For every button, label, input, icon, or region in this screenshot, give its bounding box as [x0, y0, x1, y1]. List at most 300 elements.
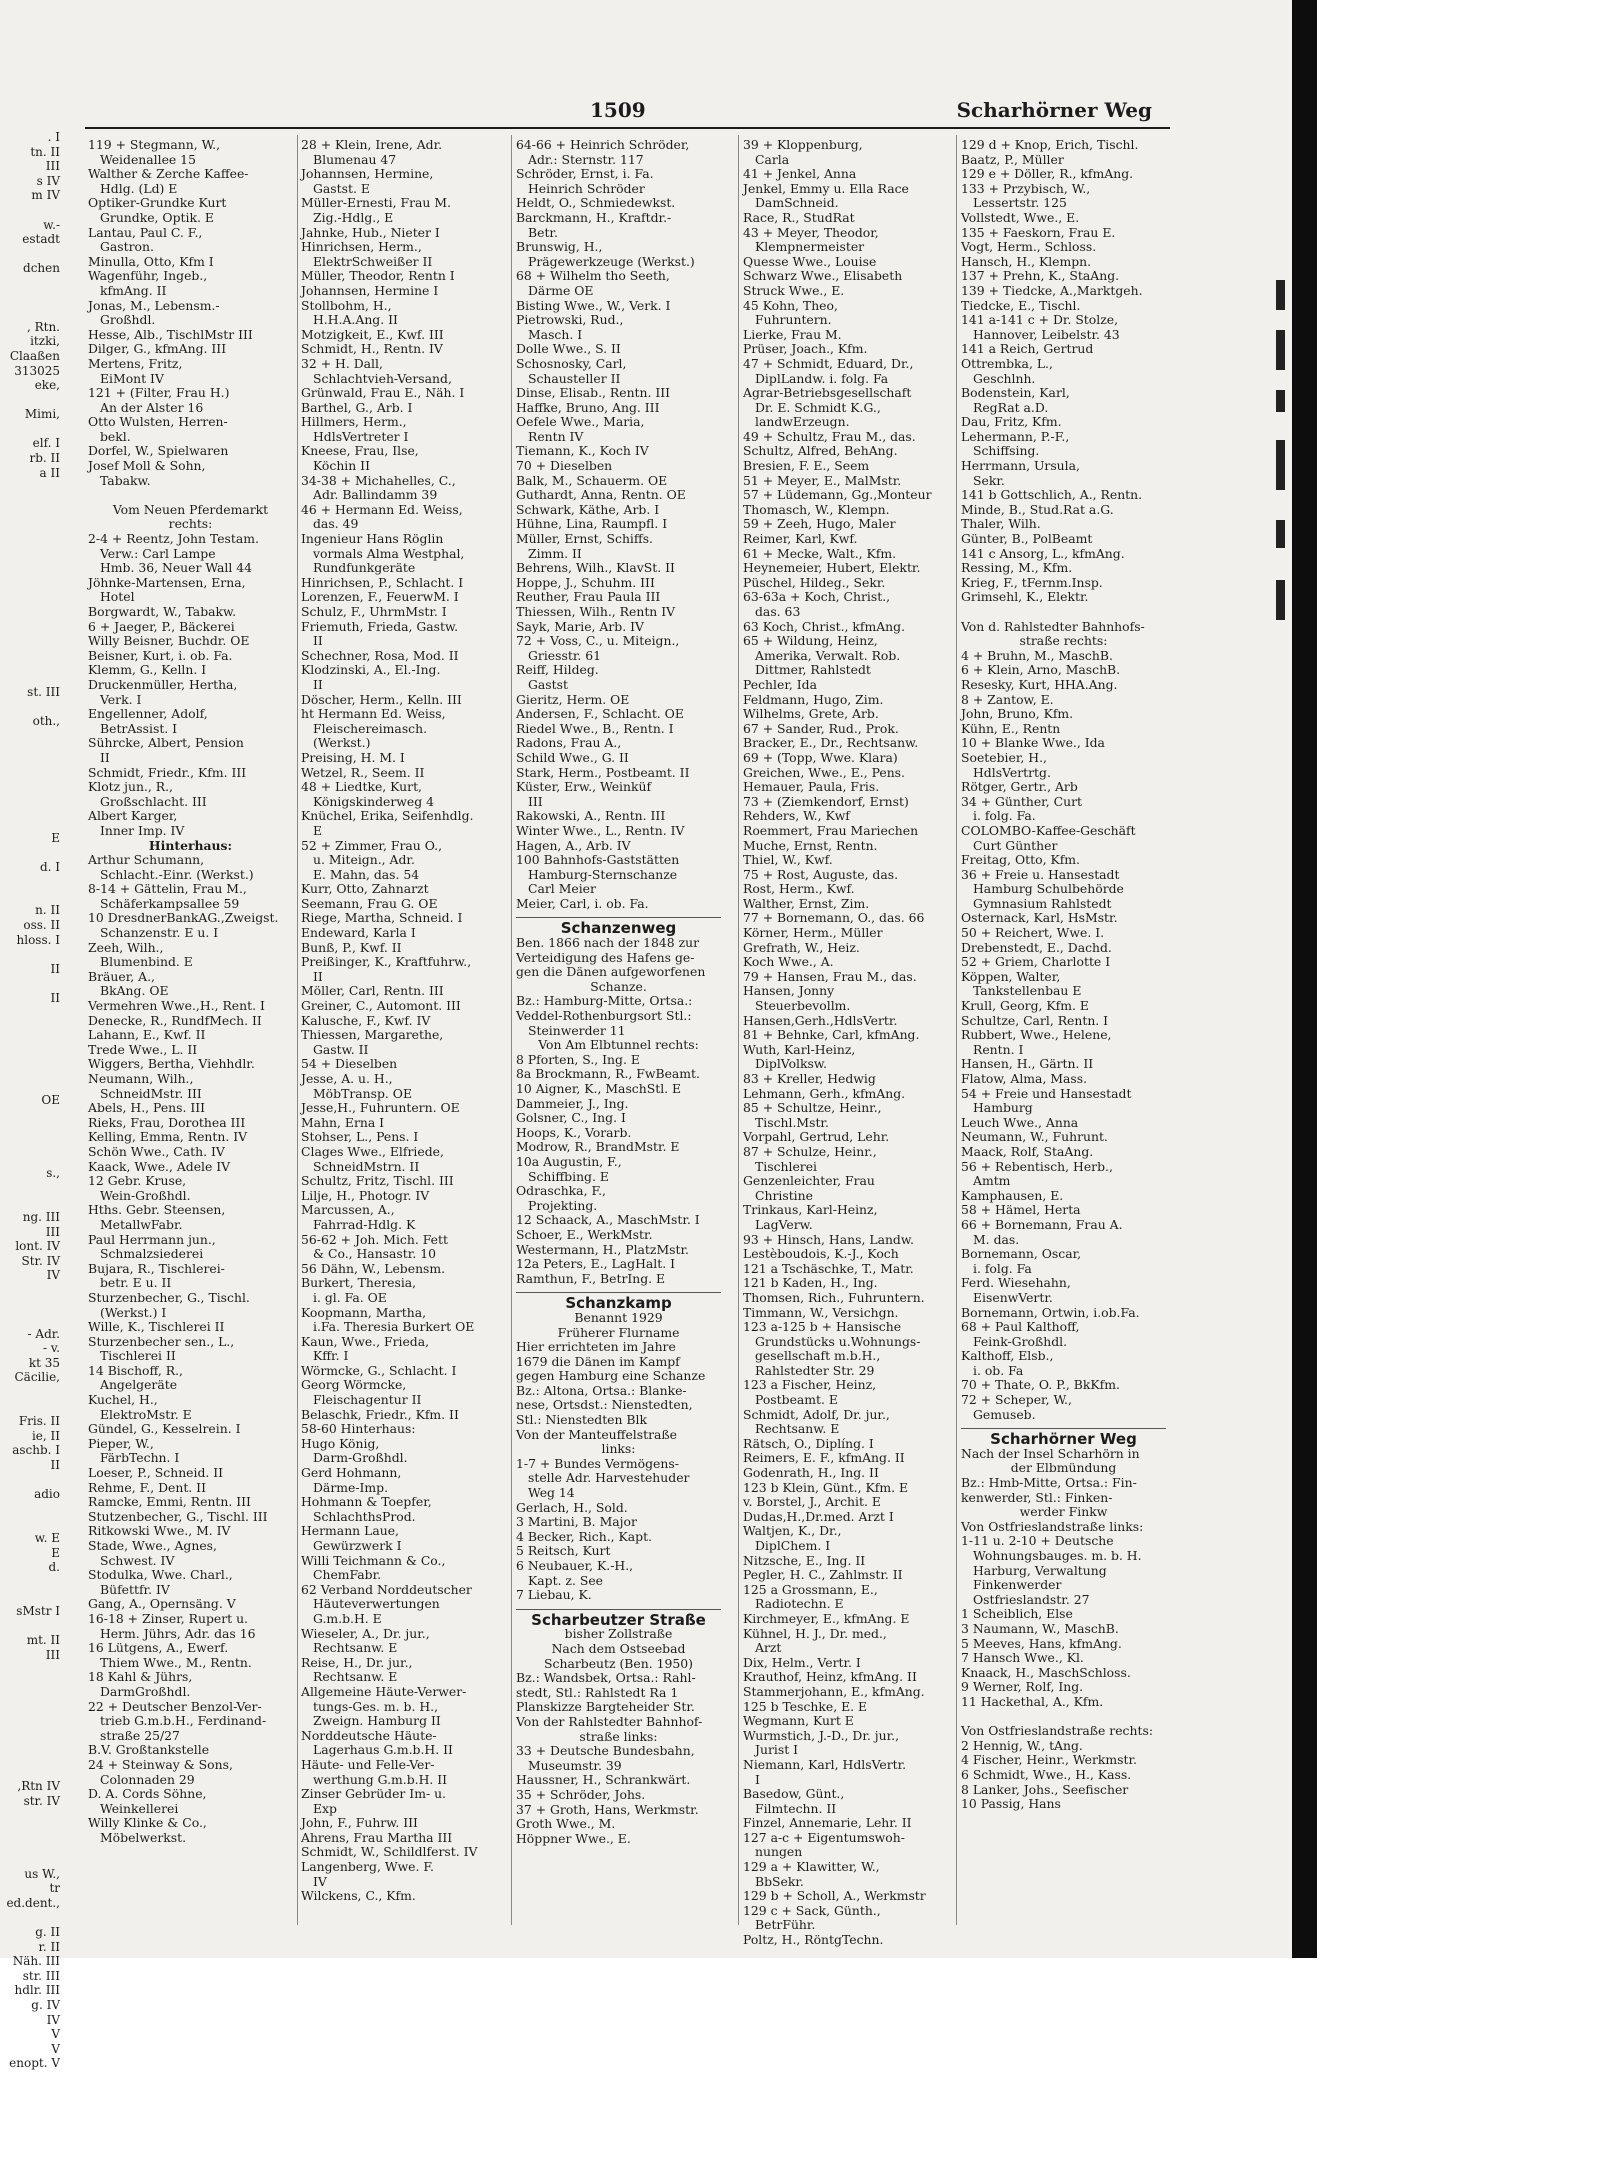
directory-entry: 48 + Liedtke, Kurt,: [301, 779, 422, 795]
directory-entry: 123 a Fischer, Heinz,: [743, 1377, 877, 1393]
directory-entry: Lilje, H., Photogr. IV: [301, 1187, 430, 1203]
directory-entry: Minulla, Otto, Kfm I: [88, 253, 214, 269]
directory-entry: Dilger, G., kfmAng. III: [88, 341, 227, 357]
directory-entry: Hier errichteten im Jahre: [516, 1339, 676, 1355]
directory-entry: 129 b + Scholl, A., Werkmstr: [743, 1888, 926, 1904]
directory-entry: 56 Dähn, W., Lebensm.: [301, 1260, 446, 1276]
directory-entry: 10a Augustin, F.,: [516, 1153, 622, 1169]
gutter-line: [0, 845, 62, 860]
directory-entry: Radiotechn. E: [755, 1596, 844, 1612]
gutter-line: [0, 1152, 62, 1167]
directory-entry: Engellenner, Adolf,: [88, 706, 208, 722]
gutter-line: [0, 947, 62, 962]
directory-entry: Greichen, Wwe., E., Pens.: [743, 764, 905, 780]
directory-entry: Ramcke, Emmi, Rentn. III: [88, 1494, 251, 1510]
directory-entry: Klotz jun., R.,: [88, 779, 173, 795]
directory-entry: 3 Martini, B. Major: [516, 1514, 637, 1530]
directory-entry: 141 c Ansorg, L., kfmAng.: [961, 545, 1125, 561]
directory-entry: D. A. Cords Söhne,: [88, 1786, 207, 1802]
street-note: Scharbeutz (Ben. 1950): [544, 1655, 693, 1671]
directory-entry: 141 a Reich, Gertrud: [961, 341, 1094, 357]
directory-entry: IV: [313, 1873, 327, 1889]
directory-entry: Dix, Helm., Vertr. I: [743, 1654, 861, 1670]
directory-entry: Weg 14: [528, 1485, 575, 1501]
directory-entry: 129 d + Knop, Erich, Tischl.: [961, 137, 1139, 152]
directory-entry: Feink-Großhdl.: [973, 1333, 1068, 1349]
directory-entry: [961, 1710, 1166, 1725]
directory-entry: Hagen, A., Arb. IV: [516, 837, 631, 853]
directory-entry: 67 + Sander, Rud., Prok.: [743, 720, 899, 736]
gutter-line: oss. II: [23, 918, 60, 933]
directory-entry: Jonas, M., Lebensm.-: [88, 297, 220, 313]
gutter-line: elf. I: [32, 436, 60, 451]
column-divider: [738, 135, 739, 1925]
directory-entry: Bräuer, A.,: [88, 968, 155, 984]
directory-entry: Schäferkampsallee 59: [100, 895, 240, 911]
gutter-line: [0, 495, 62, 510]
directory-entry: COLOMBO-Kaffee-Geschäft: [961, 822, 1136, 838]
gutter-line: [0, 1692, 62, 1707]
directory-entry: Neumann, Wilh.,: [88, 1071, 194, 1086]
directory-entry: 100 Bahnhofs-Gaststätten: [516, 852, 680, 868]
directory-entry: 121 a Tschäschke, T., Matr.: [743, 1260, 914, 1276]
directory-entry: Reiff, Hildeg.: [516, 662, 599, 678]
street-note: Von Am Elbtunnel rechts:: [538, 1037, 699, 1053]
directory-entry: Rieks, Frau, Dorothea III: [88, 1114, 246, 1130]
directory-entry: 54 + Dieselben: [301, 1056, 398, 1072]
gutter-line: [0, 1677, 62, 1692]
directory-entry: EisenwVertr.: [973, 1289, 1053, 1305]
gutter-line: str. IV: [23, 1793, 60, 1808]
directory-entry: 39 + Kloppenburg,: [743, 137, 863, 152]
gutter-line: Fris. II: [18, 1414, 60, 1429]
directory-entry: 45 Kohn, Theo,: [743, 297, 838, 313]
directory-entry: Stammerjohann, E., kfmAng.: [743, 1683, 925, 1699]
directory-entry: Odraschka, F.,: [516, 1183, 606, 1199]
directory-entry: SchlachthsProd.: [313, 1508, 416, 1524]
directory-entry: 2-4 + Reentz, John Testam.: [88, 531, 259, 547]
directory-entry: Andersen, F., Schlacht. OE: [516, 706, 684, 722]
directory-entry: 46 + Hermann Ed. Weiss,: [301, 501, 463, 517]
gutter-line: [0, 1473, 62, 1488]
directory-entry: 52 + Griem, Charlotte I: [961, 954, 1111, 970]
directory-entry: Jahnke, Hub., Nieter I: [301, 224, 440, 240]
gutter-line: [0, 568, 62, 583]
directory-entry: 137 + Prehn, K., StaAng.: [961, 268, 1120, 284]
directory-entry: HdlsVertrtg.: [973, 764, 1051, 780]
directory-entry: 83 + Kreller, Hedwig: [743, 1071, 876, 1086]
directory-entry: Schausteller II: [528, 370, 621, 386]
directory-entry: Jenkel, Emmy u. Ella Race: [743, 180, 909, 196]
directory-entry: Dammeier, J., Ing.: [516, 1095, 629, 1111]
directory-entry: II: [313, 633, 323, 649]
gutter-line: us W.,: [24, 1866, 60, 1881]
gutter-line: kt 35: [28, 1355, 60, 1370]
gutter-line: d. I: [39, 859, 60, 874]
directory-entry: Grundstücks u.Wohnungs-: [755, 1333, 921, 1349]
directory-entry: 57 + Lüdemann, Gg.,Monteur: [743, 487, 932, 503]
directory-entry: Gewürzwerk I: [313, 1538, 402, 1553]
column-1: [88, 138, 293, 1928]
directory-entry: Finzel, Annemarie, Lehr. II: [743, 1815, 912, 1831]
directory-entry: Schiffsing.: [973, 443, 1040, 459]
gutter-line: [0, 539, 62, 554]
directory-entry: Waltjen, K., Dr.,: [743, 1523, 842, 1539]
street-note: Schanze.: [590, 978, 647, 994]
gutter-line: ie, II: [31, 1428, 60, 1443]
directory-entry: Müller-Ernesti, Frau M.: [301, 195, 451, 211]
directory-entry: Rost, Herm., Kwf.: [743, 881, 855, 897]
directory-entry: DiplVolksw.: [755, 1056, 827, 1072]
directory-entry: Lantau, Paul C. F.,: [88, 224, 203, 240]
directory-entry: Willi Teichmann & Co.,: [301, 1552, 446, 1568]
directory-entry: HdlsVertreter I: [313, 428, 409, 444]
gutter-line: [0, 874, 62, 889]
directory-entry: Lagerhaus G.m.b.H. II: [313, 1742, 453, 1758]
directory-entry: Ostfrieslandstr. 27: [973, 1591, 1090, 1607]
directory-entry: BetrFühr.: [755, 1917, 816, 1933]
street-section-heading: Scharbeutzer Straße: [516, 1609, 721, 1628]
directory-entry: ElektroMstr. E: [100, 1406, 192, 1422]
directory-entry: Hinrichsen, P., Schlacht. I: [301, 574, 464, 590]
directory-entry: Stodulka, Wwe. Charl.,: [88, 1567, 233, 1583]
directory-entry: Trede Wwe., L. II: [88, 1041, 198, 1057]
directory-entry: Veddel-Rothenburgsort Stl.:: [516, 1008, 692, 1024]
directory-entry: 56-62 + Joh. Mich. Fett: [301, 1231, 448, 1247]
directory-entry: Rubbert, Wwe., Helene,: [961, 1027, 1112, 1043]
directory-entry: Modrow, R., BrandMstr. E: [516, 1139, 680, 1155]
directory-entry: 133 + Przybisch, W.,: [961, 180, 1091, 196]
gutter-line: [0, 509, 62, 524]
directory-entry: Belaschk, Friedr., Kfm. II: [301, 1406, 459, 1422]
directory-entry: u. Miteign., Adr.: [313, 852, 415, 868]
gutter-line: ,Rtn IV: [17, 1779, 60, 1794]
directory-entry: Schechner, Rosa, Mod. II: [301, 647, 459, 663]
directory-entry: 16 Lütgens, A., Ewerf.: [88, 1640, 229, 1656]
directory-entry: Thiem Wwe., M., Rentn.: [100, 1654, 252, 1670]
directory-entry: Reise, H., Dr. jur.,: [301, 1654, 413, 1670]
directory-entry: 141 b Gottschlich, A., Rentn.: [961, 487, 1143, 503]
gutter-line: E: [51, 1545, 60, 1560]
gutter-line: [0, 1108, 62, 1123]
directory-entry: 93 + Hinsch, Hans, Landw.: [743, 1231, 914, 1247]
directory-entry: Neumann, W., Fuhrunt.: [961, 1129, 1108, 1145]
directory-entry: 12 Schaack, A., MaschMstr. I: [516, 1212, 700, 1228]
directory-entry: Müller, Theodor, Rentn I: [301, 268, 455, 284]
directory-entry: 24 + Steinway & Sons,: [88, 1756, 233, 1772]
directory-entry: Thiessen, Margarethe,: [301, 1027, 444, 1043]
directory-entry: Kühnel, H. J., Dr. med.,: [743, 1625, 887, 1641]
directory-entry: 121 + (Filter, Frau H.): [88, 385, 230, 401]
directory-entry: Von der Rahlstedter Bahnhof-: [516, 1713, 703, 1729]
directory-entry: 79 + Hansen, Frau M., das.: [743, 968, 917, 984]
directory-entry: Hugo König,: [301, 1435, 380, 1451]
gutter-line: [0, 1122, 62, 1137]
directory-entry: Klempnermeister: [755, 239, 865, 255]
directory-entry: 59 + Zeeh, Hugo, Maler: [743, 516, 896, 532]
directory-entry: 47 + Schmidt, Eduard, Dr.,: [743, 355, 914, 371]
directory-entry: Hohmann & Toepfer,: [301, 1494, 432, 1510]
directory-entry: Koch Wwe., A.: [743, 954, 834, 970]
directory-entry: Stollbohm, H.,: [301, 297, 392, 313]
directory-entry: Filmtechn. II: [755, 1800, 837, 1816]
directory-entry: 8-14 + Gättelin, Frau M.,: [88, 881, 247, 897]
directory-entry: Bornemann, Oscar,: [961, 1246, 1082, 1262]
gutter-line: [0, 801, 62, 816]
directory-entry: 121 b Kaden, H., Ing.: [743, 1275, 878, 1291]
directory-entry: MetallwFabr.: [100, 1216, 183, 1232]
directory-entry: stedt, Stl.: Rahlstedt Ra 1: [516, 1684, 679, 1700]
directory-entry: Muche, Ernst, Rentn.: [743, 837, 878, 853]
directory-entry: Ramthun, F., BetrIng. E: [516, 1270, 666, 1286]
directory-entry: Optiker-Grundke Kurt: [88, 195, 227, 211]
directory-entry: Schmidt, Adolf, Dr. jur.,: [743, 1406, 890, 1422]
directory-entry: Grefrath, W., Heiz.: [743, 939, 860, 955]
gutter-line: g. II: [35, 1925, 60, 1940]
directory-entry: Lehermann, P.-F.,: [961, 428, 1070, 444]
directory-entry: Meier, Carl, i. ob. Fa.: [516, 895, 649, 911]
directory-entry: 7 Hansch Wwe., Kl.: [961, 1650, 1084, 1666]
directory-entry: 127 a-c + Eigentumswoh-: [743, 1829, 905, 1845]
directory-entry: Bz.: Hmb-Mitte, Ortsa.: Fin-: [961, 1475, 1137, 1491]
directory-entry: v. Borstel, J., Archit. E: [743, 1494, 881, 1510]
directory-entry: Drebenstedt, E., Dachd.: [961, 939, 1112, 955]
gutter-line: [0, 1589, 62, 1604]
directory-entry: Zinser Gebrüder Im- u.: [301, 1786, 446, 1802]
directory-entry: 69 + (Topp, Wwe. Klara): [743, 749, 898, 765]
directory-entry: Oefele Wwe., Maria,: [516, 414, 645, 430]
directory-entry: Freitag, Otto, Kfm.: [961, 852, 1080, 868]
directory-entry: (Werkst.) I: [100, 1304, 167, 1320]
gutter-line: III: [45, 1647, 60, 1662]
directory-entry: Kamphausen, E.: [961, 1187, 1064, 1203]
directory-entry: Schröder, Ernst, i. Fa.: [516, 166, 654, 182]
directory-entry: Golsner, C., Ing. I: [516, 1110, 626, 1126]
directory-entry: Steuerbevollm.: [755, 998, 851, 1014]
directory-entry: stelle Adr. Harvestehuder: [528, 1470, 690, 1486]
directory-entry: 68 + Wilhelm tho Seeth,: [516, 268, 670, 284]
gutter-line: [0, 1910, 62, 1925]
directory-entry: Thiessen, Wilh., Rentn IV: [516, 604, 676, 619]
directory-entry: Betr.: [528, 224, 558, 240]
directory-entry: 10 DresdnerBankAG.,Zweigst.: [88, 910, 279, 926]
directory-entry: Adr.: Sternstr. 117: [528, 151, 644, 167]
directory-entry: Döscher, Herm., Kelln. III: [301, 691, 462, 707]
directory-entry: 1679 die Dänen im Kampf: [516, 1353, 680, 1369]
gutter-line: m IV: [31, 188, 60, 203]
directory-entry: Ben. 1866 nach der 1848 zur: [516, 935, 700, 951]
directory-entry: 10 Passig, Hans: [961, 1796, 1061, 1812]
gutter-line: III: [45, 159, 60, 174]
directory-entry: Vollstedt, Wwe., E.: [961, 209, 1080, 225]
directory-entry: Schmalzsiederei: [100, 1246, 204, 1262]
directory-entry: Blumenau 47: [313, 151, 397, 167]
directory-entry: Hinrichsen, Herm.,: [301, 239, 422, 255]
gutter-line: [0, 641, 62, 656]
directory-entry: Grünwald, Frau E., Näh. I: [301, 385, 465, 401]
directory-entry: Bz.: Altona, Ortsa.: Blanke-: [516, 1382, 687, 1398]
directory-entry: Clages Wwe., Elfriede,: [301, 1143, 444, 1159]
directory-entry: ht Hermann Ed. Weiss,: [301, 706, 446, 722]
gutter-line: r. II: [38, 1939, 60, 1954]
directory-entry: Koopmann, Martha,: [301, 1304, 427, 1320]
directory-entry: Stade, Wwe., Agnes,: [88, 1538, 217, 1553]
directory-entry: Wurmstich, J.-D., Dr. jur.,: [743, 1727, 900, 1743]
directory-entry: Fleischereimasch.: [313, 720, 428, 736]
column-divider: [956, 135, 957, 1925]
directory-entry: Schild Wwe., G. II: [516, 749, 629, 765]
directory-entry: Amtm: [973, 1173, 1011, 1189]
directory-entry: H.H.A.Ang. II: [313, 312, 398, 328]
directory-entry: Ingenieur Hans Röglin: [301, 531, 444, 547]
gutter-line: [0, 1006, 62, 1021]
directory-entry: Wegmann, Kurt E: [743, 1713, 854, 1729]
directory-entry: Grimsehl, K., Elektr.: [961, 589, 1089, 605]
directory-entry: Wilckens, C., Kfm.: [301, 1888, 416, 1904]
gutter-line: IV: [46, 2012, 60, 2027]
directory-entry: 18 Kahl & Jührs,: [88, 1669, 193, 1685]
gutter-line: estadt: [22, 232, 60, 247]
directory-entry: Knüchel, Erika, Seifenhdlg.: [301, 808, 474, 824]
directory-entry: Krieg, F., tFernm.Insp.: [961, 574, 1103, 590]
gutter-line: [0, 612, 62, 627]
directory-entry: Carla: [755, 151, 790, 167]
directory-entry: Dolle Wwe., S. II: [516, 341, 621, 357]
gutter-line: w.-: [43, 217, 60, 232]
directory-entry: Sührcke, Albert, Pension: [88, 735, 244, 751]
directory-entry: Albert Karger,: [88, 808, 178, 824]
directory-entry: Pietrowski, Rud.,: [516, 312, 624, 328]
directory-entry: 56 + Rebentisch, Herb.,: [961, 1158, 1113, 1174]
gutter-line: [0, 247, 62, 262]
directory-entry: Maack, Rolf, StaAng.: [961, 1143, 1094, 1159]
directory-entry: Verw.: Carl Lampe: [100, 545, 216, 561]
directory-entry: 12a Peters, E., LagHalt. I: [516, 1256, 675, 1272]
directory-entry: E: [313, 822, 323, 838]
directory-entry: 87 + Schulze, Heinr.,: [743, 1143, 877, 1159]
directory-entry: Kuchel, H.,: [88, 1392, 158, 1408]
directory-entry: Amerika, Verwalt. Rob.: [755, 647, 901, 663]
directory-entry: Dudas,H.,Dr.med. Arzt I: [743, 1508, 894, 1524]
directory-entry: Hesse, Alb., TischlMstr III: [88, 326, 253, 342]
directory-entry: Gerlach, H., Sold.: [516, 1499, 628, 1515]
directory-entry: Rentn IV: [528, 428, 584, 444]
running-header-street: Scharhörner Weg: [956, 98, 1152, 122]
directory-entry: Püschel, Hildeg., Sekr.: [743, 574, 886, 590]
directory-entry: Dittmer, Rahlstedt: [755, 662, 871, 678]
directory-entry: Darm-Großhdl.: [313, 1450, 408, 1466]
directory-entry: 129 a + Klawitter, W.,: [743, 1859, 880, 1875]
gutter-line: [0, 305, 62, 320]
gutter-line: w. E: [34, 1531, 60, 1545]
directory-entry: 49 + Schultz, Frau M., das.: [743, 428, 916, 444]
directory-entry: DamSchneid.: [755, 195, 839, 211]
directory-entry: Georg Wörmcke,: [301, 1377, 407, 1393]
directory-entry: Stl.: Nienstedten Blk: [516, 1412, 648, 1428]
gutter-line: tn. II: [30, 144, 60, 159]
directory-entry: Nach der Insel Scharhörn in: [961, 1445, 1140, 1461]
gutter-line: II: [50, 991, 60, 1006]
directory-entry: Verteidigung des Hafens ge-: [516, 949, 695, 965]
directory-entry: 8 Lanker, Johs., Seefischer: [961, 1781, 1129, 1797]
directory-entry: Jesse, A. u. H.,: [301, 1071, 393, 1086]
directory-entry: Körner, Herm., Müller: [743, 925, 883, 941]
directory-entry: Allgemeine Häute-Verwer-: [301, 1683, 467, 1699]
directory-entry: Seemann, Frau G. OE: [301, 895, 438, 911]
directory-entry: Tischlerei: [755, 1158, 818, 1174]
directory-entry: Schlacht.-Einr. (Werkst.): [100, 866, 254, 882]
directory-entry: Abels, H., Pens. III: [88, 1100, 206, 1116]
directory-entry: Hamburg Schulbehörde: [973, 881, 1124, 897]
directory-entry: Schön Wwe., Cath. IV: [88, 1143, 225, 1159]
directory-entry: nese, Ortsdst.: Nienstedten,: [516, 1397, 693, 1413]
directory-entry: 12 Gebr. Kruse,: [88, 1173, 187, 1189]
gutter-line: str. III: [22, 1968, 60, 1983]
directory-entry: bekl.: [100, 428, 131, 444]
directory-entry: Rehders, W., Kwf: [743, 808, 850, 824]
directory-entry: Riege, Martha, Schneid. I: [301, 910, 463, 926]
directory-entry: Otto Wulsten, Herren-: [88, 414, 228, 430]
directory-entry: Prüser, Joach., Kfm.: [743, 341, 868, 357]
directory-entry: Wohnungsbauges. m. b. H.: [973, 1548, 1142, 1563]
directory-entry: straße 25/27: [100, 1727, 180, 1743]
gutter-line: [0, 816, 62, 831]
directory-entry: 73 + (Ziemkendorf, Ernst): [743, 793, 909, 809]
directory-entry: Arzt: [755, 1640, 782, 1656]
directory-entry: FärbTechn. I: [100, 1450, 180, 1466]
directory-entry: Struck Wwe., E.: [743, 282, 845, 298]
gutter-line: [0, 1079, 62, 1094]
directory-entry: Schmidt, H., Rentn. IV: [301, 341, 443, 357]
street-note: straße links:: [579, 1728, 658, 1744]
directory-entry: Büfettfr. IV: [100, 1581, 170, 1597]
directory-entry: Kaack, Wwe., Adele IV: [88, 1158, 231, 1174]
gutter-line: [0, 1750, 62, 1765]
street-note: links:: [601, 1441, 636, 1457]
gutter-line: [0, 1064, 62, 1079]
directory-entry: Königskinderweg 4: [313, 793, 434, 809]
directory-entry: 6 Schmidt, Wwe., H., Kass.: [961, 1766, 1132, 1782]
directory-entry: Marcussen, A.,: [301, 1202, 395, 1218]
directory-entry: Thomasch, W., Klempn.: [743, 501, 890, 517]
directory-entry: Zig.-Hdlg., E: [313, 209, 394, 225]
directory-entry: Loeser, P., Schneid. II: [88, 1465, 224, 1481]
directory-entry: 8a Brockmann, R., FwBeamt.: [516, 1066, 700, 1082]
gutter-line: , Rtn.: [26, 319, 60, 334]
gutter-line: oth.,: [32, 713, 60, 728]
directory-entry: Zeeh, Wilh.,: [88, 939, 164, 955]
street-section-heading: Schanzkamp: [516, 1292, 721, 1311]
directory-entry: Kalthoff, Elsb.,: [961, 1348, 1054, 1364]
directory-entry: 34-38 + Michahelles, C.,: [301, 472, 456, 488]
directory-entry: Prägewerkzeuge (Werkst.): [528, 253, 695, 269]
directory-entry: Tischl.Mstr.: [755, 1114, 829, 1130]
directory-entry: 41 + Jenkel, Anna: [743, 166, 857, 182]
directory-entry: 8 + Zantow, E.: [961, 691, 1054, 707]
gutter-line: g. IV: [31, 1998, 60, 2012]
directory-entry: 65 + Wildung, Heinz,: [743, 633, 878, 649]
directory-entry: Günter, B., PolBeamt: [961, 531, 1093, 547]
directory-entry: Johannsen, Hermine,: [301, 166, 434, 182]
gutter-line: aschb. I: [12, 1443, 60, 1458]
directory-entry: Willy Beisner, Buchdr. OE: [88, 633, 250, 649]
directory-entry: 125 b Teschke, E. E: [743, 1698, 868, 1714]
directory-entry: Gieritz, Herm. OE: [516, 691, 630, 707]
directory-entry: Hamburg: [973, 1100, 1033, 1116]
gutter-line: n. II: [35, 903, 60, 918]
directory-entry: ChemFabr.: [313, 1567, 382, 1583]
directory-entry: Gastron.: [100, 239, 154, 255]
